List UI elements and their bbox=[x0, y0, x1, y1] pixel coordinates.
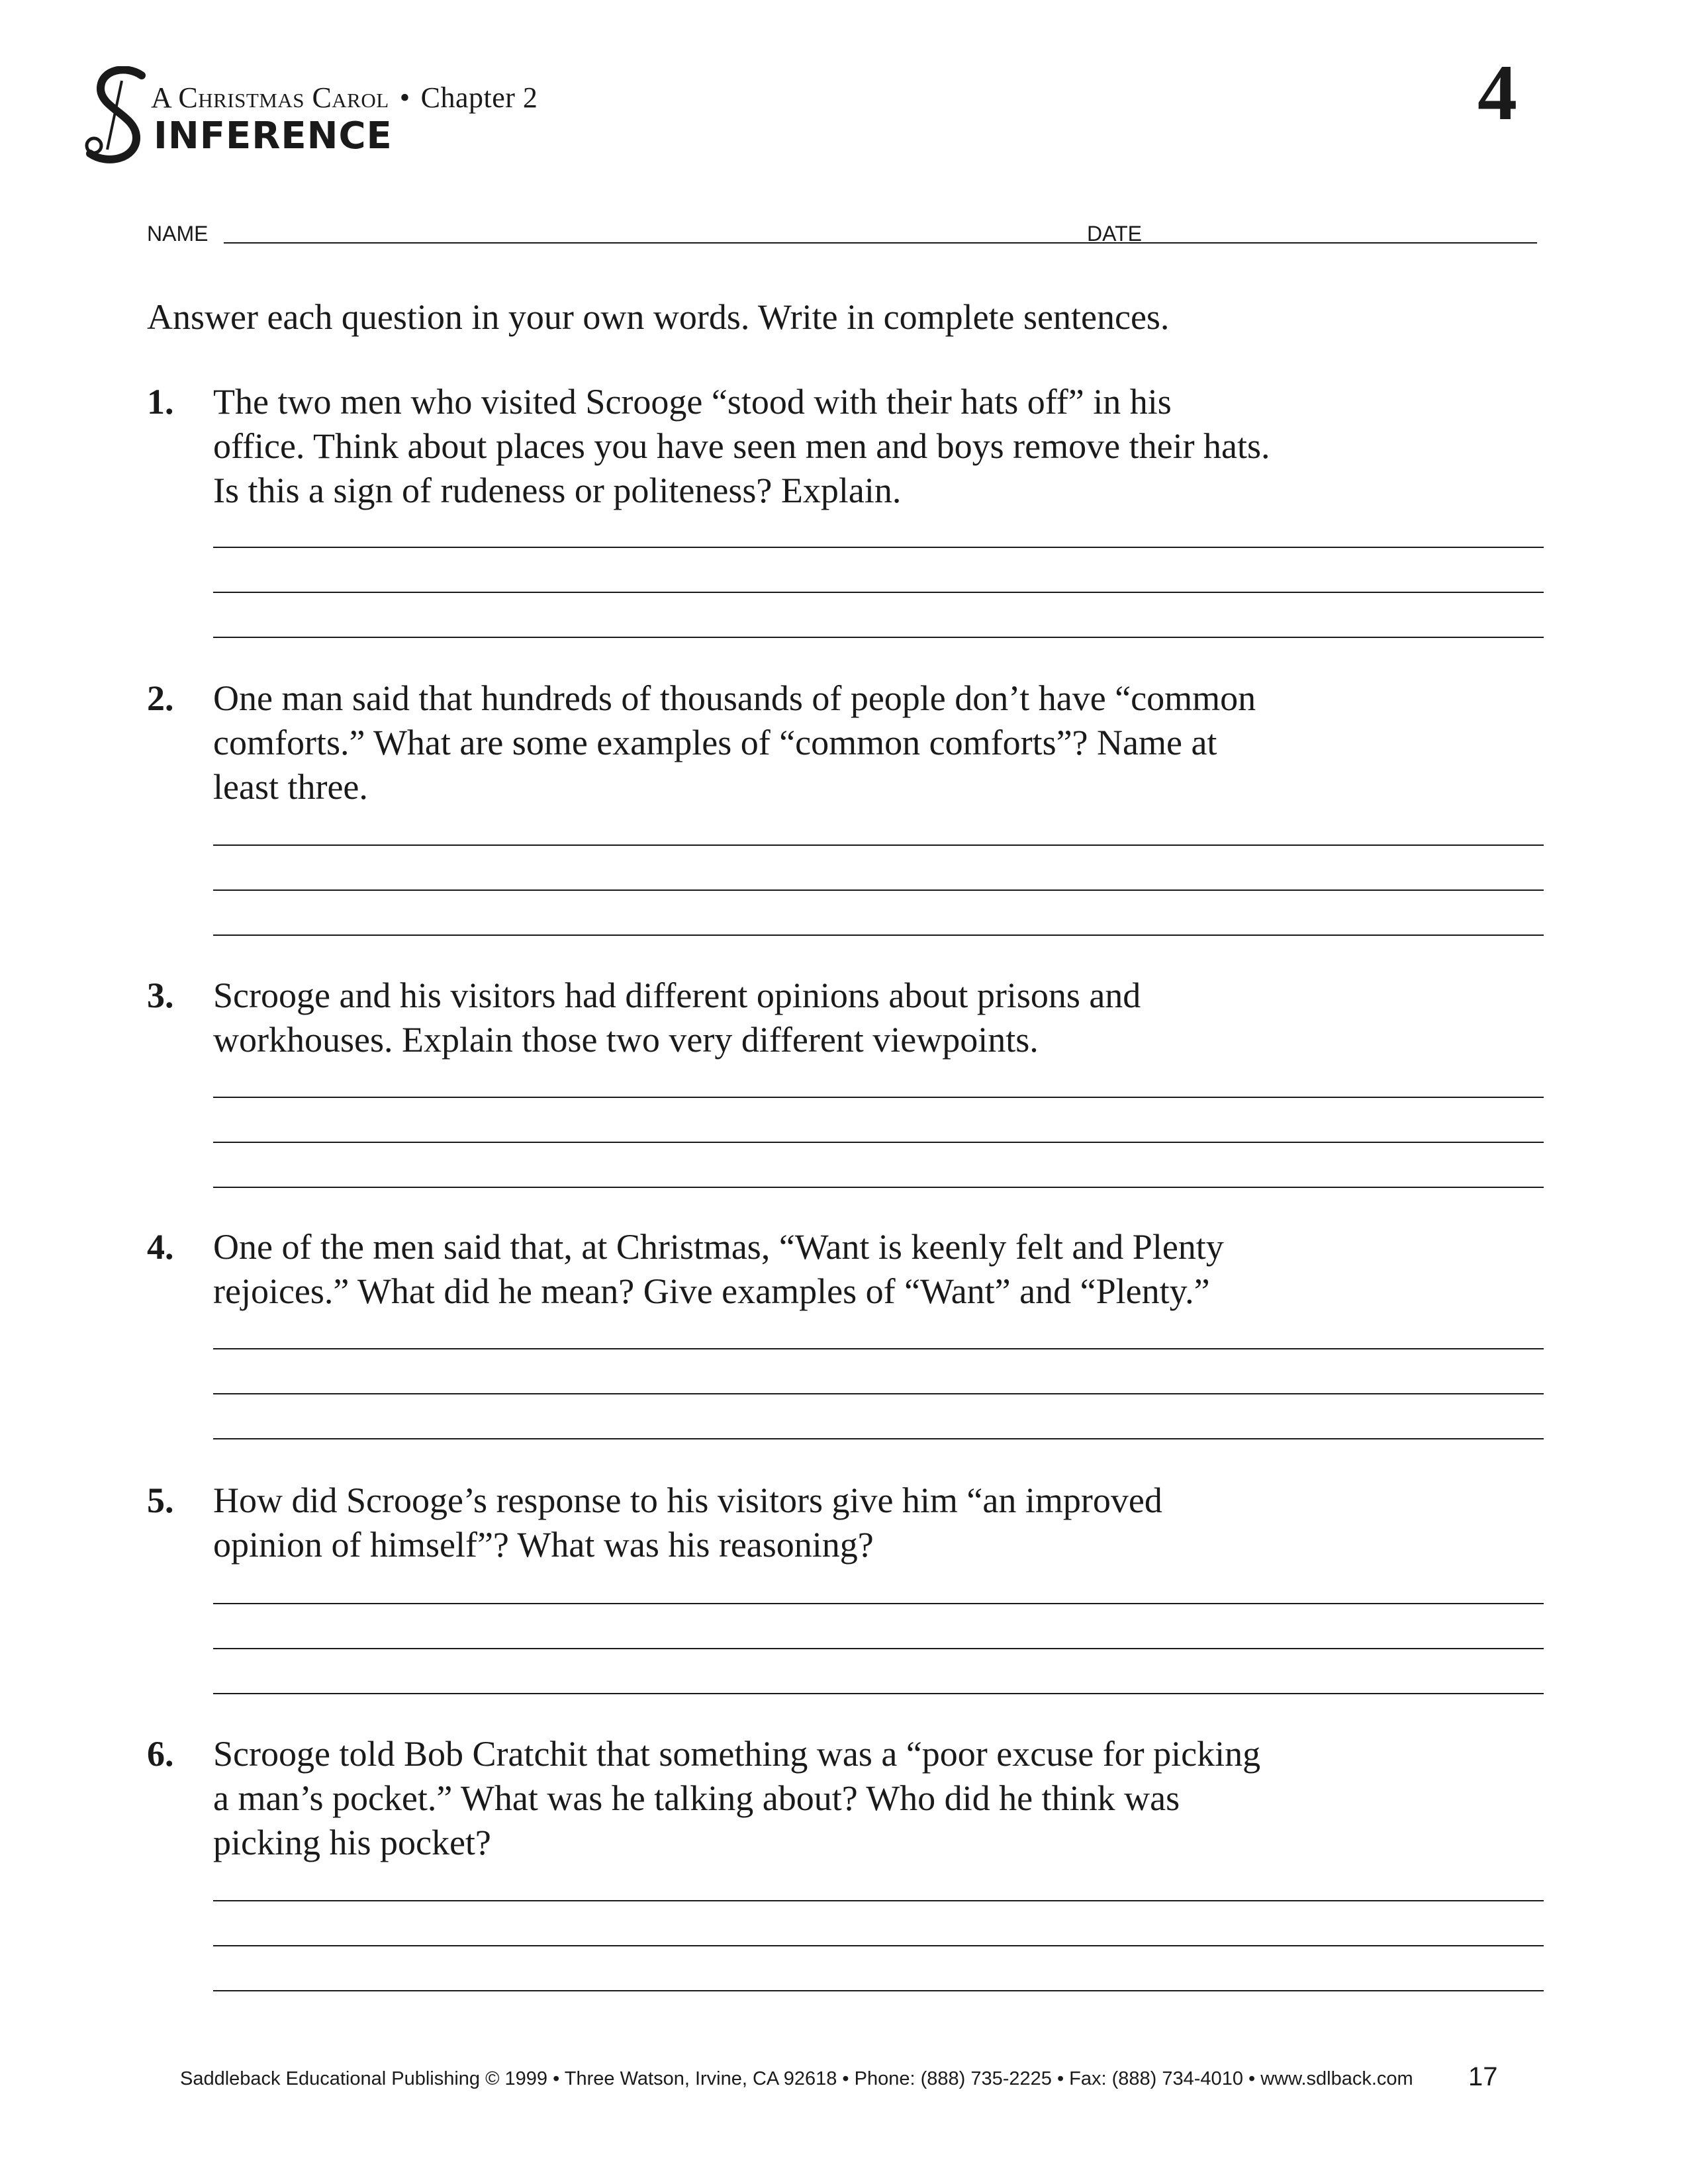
answer-line[interactable] bbox=[213, 637, 1544, 638]
question-number: 6. bbox=[147, 1734, 174, 1774]
page-number: 17 bbox=[1468, 2062, 1498, 2091]
question-line: Scrooge told Bob Cratchit that something was a “poor excuse for picking bbox=[213, 1734, 1261, 1774]
question-text bbox=[213, 676, 1537, 809]
answer-line[interactable] bbox=[213, 1348, 1544, 1349]
instructions: Answer each question in your own words. Write in complete sentences. bbox=[147, 297, 1170, 337]
sheet-number: 4 bbox=[1477, 48, 1517, 136]
answer-line[interactable] bbox=[213, 1900, 1544, 1901]
question-text bbox=[213, 1732, 1537, 1865]
answer-line[interactable] bbox=[213, 844, 1544, 846]
question-line: office. Think about places you have seen men and boys remove their hats. bbox=[213, 426, 1270, 466]
question-1 bbox=[147, 380, 1544, 645]
title-separator: • bbox=[399, 81, 410, 114]
question-line: comforts.” What are some examples of “common comforts”? Name at bbox=[213, 723, 1217, 762]
question-text bbox=[213, 1479, 1537, 1567]
answer-line[interactable] bbox=[213, 1438, 1544, 1439]
question-2 bbox=[147, 676, 1544, 941]
question-4 bbox=[147, 1225, 1544, 1450]
answer-line[interactable] bbox=[213, 1603, 1544, 1604]
answer-line[interactable] bbox=[213, 1990, 1544, 1991]
question-line: a man’s pocket.” What was he talking about? Who did he think was bbox=[213, 1778, 1180, 1818]
chapter-label: Chapter 2 bbox=[420, 81, 538, 114]
question-5 bbox=[147, 1479, 1544, 1704]
question-line: Scrooge and his visitors had different opinions about prisons and bbox=[213, 976, 1141, 1015]
question-line: One of the men said that, at Christmas, “Want is keenly felt and Plenty bbox=[213, 1227, 1224, 1267]
question-text bbox=[213, 380, 1537, 513]
question-text bbox=[213, 1225, 1537, 1314]
question-text bbox=[213, 974, 1537, 1062]
answer-line[interactable] bbox=[213, 547, 1544, 548]
answer-line[interactable] bbox=[213, 1097, 1544, 1098]
question-line: picking his pocket? bbox=[213, 1823, 491, 1862]
date-label: DATE bbox=[1087, 222, 1142, 246]
answer-line[interactable] bbox=[213, 1648, 1544, 1649]
question-line: least three. bbox=[213, 767, 368, 807]
saddleback-s-logo-icon bbox=[81, 66, 154, 165]
publisher-footer: Saddleback Educational Publishing © 1999 • Three Watson, Irvine, CA 92618 • Phone: (888) 735-2225 • Fax: (888) 734-4010 • www.sdlback.com bbox=[180, 2068, 1413, 2089]
question-number: 1. bbox=[147, 382, 174, 422]
name-date-row bbox=[147, 218, 1537, 249]
answer-line[interactable] bbox=[213, 889, 1544, 891]
date-field[interactable] bbox=[1150, 242, 1537, 244]
name-label: NAME bbox=[147, 222, 209, 246]
answer-line[interactable] bbox=[213, 1945, 1544, 1946]
series-title bbox=[151, 81, 538, 114]
question-line: workhouses. Explain those two very different viewpoints. bbox=[213, 1020, 1039, 1060]
answer-line[interactable] bbox=[213, 592, 1544, 593]
question-3 bbox=[147, 974, 1544, 1199]
name-field[interactable] bbox=[224, 242, 1184, 244]
question-line: How did Scrooge’s response to his visitors give him “an improved bbox=[213, 1480, 1162, 1520]
question-line: The two men who visited Scrooge “stood with their hats off” in his bbox=[213, 382, 1172, 422]
question-6 bbox=[147, 1732, 1544, 1997]
question-number: 2. bbox=[147, 678, 174, 718]
question-line: rejoices.” What did he mean? Give examples of “Want” and “Plenty.” bbox=[213, 1271, 1210, 1311]
book-title: A Christmas Carol bbox=[151, 81, 389, 114]
answer-line[interactable] bbox=[213, 1142, 1544, 1143]
worksheet-type: INFERENCE bbox=[154, 114, 393, 158]
question-line: opinion of himself”? What was his reasoning? bbox=[213, 1525, 874, 1565]
question-number: 5. bbox=[147, 1480, 174, 1520]
question-number: 4. bbox=[147, 1227, 174, 1267]
answer-line[interactable] bbox=[213, 1187, 1544, 1188]
answer-line[interactable] bbox=[213, 934, 1544, 936]
answer-line[interactable] bbox=[213, 1393, 1544, 1394]
question-line: Is this a sign of rudeness or politeness? Explain. bbox=[213, 471, 902, 510]
question-line: One man said that hundreds of thousands of people don’t have “common bbox=[213, 678, 1256, 718]
question-number: 3. bbox=[147, 976, 174, 1015]
answer-line[interactable] bbox=[213, 1693, 1544, 1694]
